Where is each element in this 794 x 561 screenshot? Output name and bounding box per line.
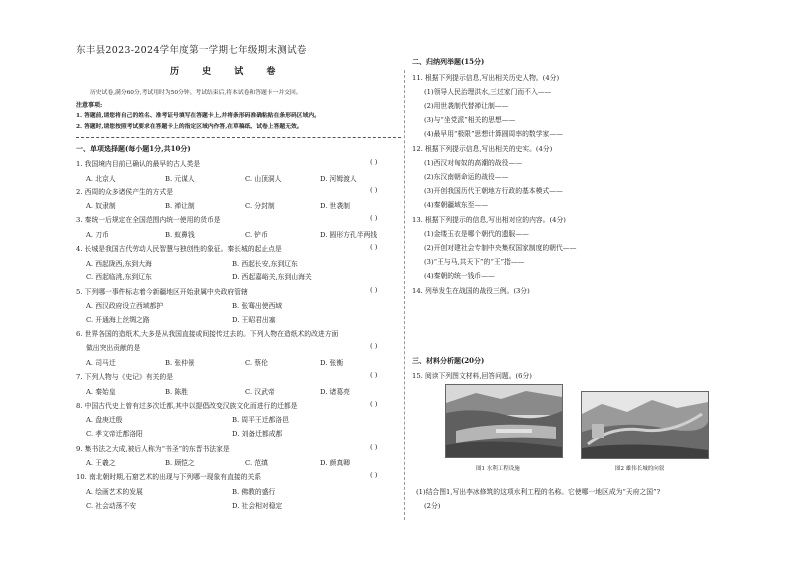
q9-option-c: C. 范缜: [245, 459, 268, 467]
section2-heading: 二、归纳列举题(15分): [412, 57, 485, 66]
q10-option-a: A. 绘画艺术的发展: [86, 488, 143, 496]
q8-option-a: A. 盘庚迁殷: [86, 416, 123, 424]
q1-stem: 1. 我国境内目前已确认的最早的古人类是: [76, 160, 201, 168]
q3-option-d: D. 圆形方孔半两钱: [320, 231, 378, 239]
q4-option-d: D. 西起嘉峪关,东到山海关: [232, 273, 312, 281]
q3-option-b: B. 蚁鼻钱: [165, 231, 195, 239]
q13-item-4: (4)秦朝的统一钱币——: [424, 272, 495, 280]
q11-stem: 11. 根据下列提示信息,写出相关历史人物。(4分): [412, 74, 560, 82]
q8-option-c: C. 孝文帝迁都洛阳: [86, 430, 143, 438]
q3-option-a: A. 刀币: [86, 231, 109, 239]
figure1-caption: 图1 水利工程设施: [476, 466, 520, 472]
answer-paren: ( ): [370, 342, 378, 350]
q4-option-b: B. 西起长安,东到辽东: [232, 260, 298, 268]
q10-option-c: C. 社会动荡不安: [86, 502, 137, 510]
answer-paren: ( ): [370, 286, 378, 294]
figure-water-project: [445, 384, 563, 458]
q9-option-d: D. 颜真卿: [320, 459, 350, 467]
answer-paren: ( ): [370, 400, 378, 408]
q2-option-b: B. 禅让制: [165, 202, 195, 210]
answer-paren: ( ): [370, 471, 378, 479]
q4-option-c: C. 西起临洮,东到辽东: [86, 273, 152, 281]
q7-option-d: D. 诸葛亮: [320, 388, 350, 396]
q11-item-4: (4)最早用“极限”思想计算圆周率的数学家——: [424, 130, 563, 138]
answer-paren: ( ): [370, 186, 378, 194]
q2-option-d: D. 世袭制: [320, 202, 350, 210]
q9-stem: 9. 集书法之大成,被后人称为“书圣”的东晋书法家是: [76, 445, 230, 453]
q2-option-a: A. 奴隶制: [86, 202, 116, 210]
q8-option-b: B. 周平王迁都洛邑: [232, 416, 289, 424]
q6-option-c: C. 蔡伦: [245, 359, 268, 367]
figure-great-wall: [581, 391, 709, 459]
q9-option-a: A. 王羲之: [86, 459, 116, 467]
q1-option-d: D. 河姆渡人: [320, 175, 357, 183]
q8-option-d: D. 刘备迁都成都: [232, 430, 283, 438]
answer-paren: ( ): [370, 214, 378, 222]
q3-option-c: C. 铲币: [245, 231, 268, 239]
q4-option-a: A. 西起陇西,东到大海: [86, 260, 152, 268]
q13-stem: 13. 根据下列提示的信息,写出相对应的内容。(4分): [412, 216, 566, 224]
q7-option-a: A. 秦始皇: [86, 388, 116, 396]
q15-1-score: (2分): [424, 502, 441, 510]
q2-option-c: C. 分封制: [245, 202, 275, 210]
q13-item-1: (1)金缕玉衣是哪个朝代的遗服——: [424, 230, 529, 238]
q1-option-a: A. 北京人: [86, 175, 116, 183]
answer-paren: ( ): [370, 443, 378, 451]
q6-option-a: A. 司马迁: [86, 359, 116, 367]
figure2-caption: 图2 雄伟长城的向叙: [615, 466, 665, 472]
q14-stem: 14. 列举发生在战国的战役三例。(3分): [412, 287, 530, 295]
q6-stem-cont: 做出突出贡献的是: [86, 344, 141, 352]
q12-item-4: (4)秦朝疆域东至——: [424, 201, 489, 209]
q12-stem: 12. 根据下列提示信息,写出相关的史实。(4分): [412, 145, 553, 153]
q13-item-3: (3)“王与马,共天下”的“王”指——: [424, 258, 525, 266]
notice-line-2: 2. 答题时,请您按照考试要求在答题卡上的指定区域内作答,在草稿纸、试卷上答题无效。: [76, 124, 303, 130]
q3-stem: 3. 秦统一后规定在全国范围内统一使用的货币是: [76, 216, 221, 224]
subject-title: 历 史 试 卷: [170, 67, 286, 77]
q6-stem: 6. 世界各国的造纸术,大多是从我国直接或间接传过去的。下列人物在造纸术的改进方面: [76, 330, 339, 338]
divider: [76, 137, 401, 138]
instruction-line: 历史试卷,满分60分,考试用时为50分钟。考试结束后,将本试卷和答题卡一并交回。: [90, 90, 302, 96]
q11-item-3: (3)与“坐党派”相关的思想——: [424, 116, 516, 124]
q8-stem: 8. 中国古代史上曾有过多次迁都,其中以提倡改变汉族文化而进行的迁都是: [76, 402, 298, 410]
answer-paren: ( ): [370, 158, 378, 166]
section3-heading: 三、材料分析题(20分): [412, 356, 485, 365]
q10-stem: 10. 南北朝时期,石窟艺术的出现与下列哪一现象有直接的关系: [76, 473, 262, 481]
q7-stem: 7. 下列人物与《史记》有关的是: [76, 373, 174, 381]
q15-1: (1)结合图1,写出李冰修筑的这项水利工程的名称。它使哪一地区成为“天府之国”?: [416, 488, 661, 496]
q15-stem: 15. 阅读下列图文材料,回答问题。(6分): [412, 372, 532, 380]
q5-option-b: B. 张骞出使西域: [232, 302, 283, 310]
notice-line-1: 1. 答题前,请您将自己的姓名、准考证号填写在答题卡上,并将条形码准确粘贴在条形码区域内。: [76, 113, 320, 119]
q7-option-c: C. 汉武帝: [245, 388, 275, 396]
q12-item-1: (1)西汉对匈奴的高潮的战役——: [424, 159, 522, 167]
q9-option-b: B. 顾恺之: [165, 459, 195, 467]
q12-item-3: (3)开创我国历代王朝地方行政的基本模式——: [424, 187, 563, 195]
water-project-image: [446, 385, 562, 457]
column-divider: [404, 70, 405, 520]
answer-paren: ( ): [370, 243, 378, 251]
q7-option-b: B. 陈胜: [165, 388, 188, 396]
q12-item-2: (2)东汉南朝命运的战役——: [424, 173, 509, 181]
q11-item-2: (2)用世袭制代替禅让制——: [424, 102, 509, 110]
q6-option-d: D. 张衡: [320, 359, 344, 367]
q6-option-b: B. 张仲景: [165, 359, 195, 367]
section1-heading: 一、单项选择题(每小题1分,共10分): [76, 144, 191, 153]
q5-option-a: A. 西汉政府设立西域都护: [86, 302, 164, 310]
answer-paren: ( ): [370, 371, 378, 379]
q11-item-1: (1)领导人民治理洪水,三过家门而不入——: [424, 88, 552, 96]
q5-option-c: C. 开通海上丝绸之路: [86, 316, 150, 324]
q1-option-b: B. 元谋人: [165, 175, 195, 183]
q1-option-c: C. 山顶洞人: [245, 175, 282, 183]
exam-title: 东丰县2023-2024学年度第一学期七年级期末测试卷: [76, 45, 307, 56]
q2-stem: 2. 西周的众多诸侯产生的方式是: [76, 188, 174, 196]
q5-option-d: D. 王昭君出塞: [232, 316, 276, 324]
q13-item-2: (2)开创对建社会专制中央集权国家制度的朝代——: [424, 244, 577, 252]
great-wall-image: [582, 392, 708, 458]
q10-option-b: B. 佛教的盛行: [232, 488, 276, 496]
notice-title: 注意事项:: [76, 102, 103, 109]
q4-stem: 4. 长城是我国古代劳动人民智慧与独创性的象征。秦长城的起止点是: [76, 245, 282, 253]
q5-stem: 5. 下列哪一事件标志着今新疆地区开始隶属中央政府管辖: [76, 288, 248, 296]
q10-option-d: D. 社会相对稳定: [232, 502, 283, 510]
